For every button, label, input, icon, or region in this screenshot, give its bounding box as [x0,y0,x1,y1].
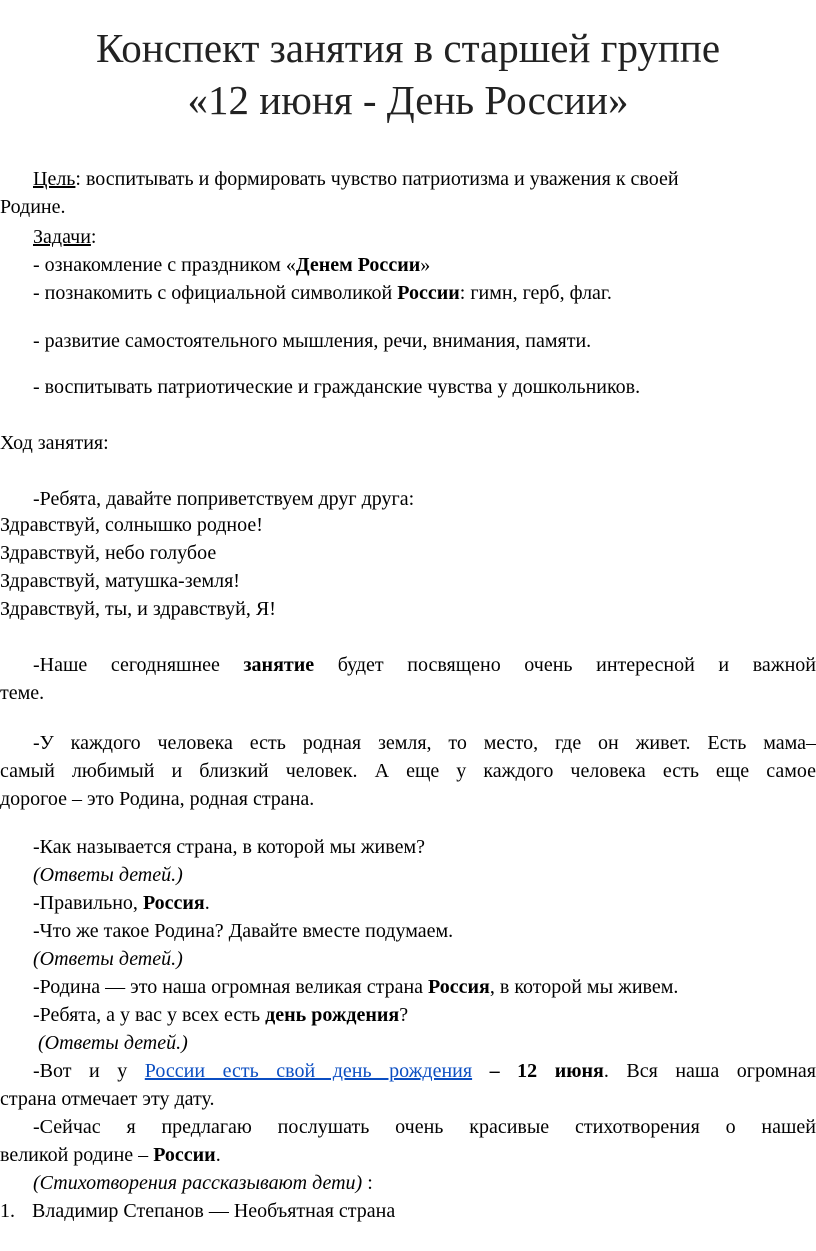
task-item: - воспитывать патриотические и гражданские чувства у дошкольников. [33,376,641,398]
greeting-intro: -Ребята, давайте поприветствуем друг друга: [33,488,415,510]
children-answers: (Ответы детей.) [33,864,183,886]
task-item: - ознакомление с праздником «Денем России» [33,254,431,276]
topic-paragraph-line-2: теме. [0,682,45,704]
goal-line [0,166,816,192]
goal-label: Цель [33,168,76,190]
page-title-line-2: «12 июня - День России» [187,77,629,123]
question-country: -Как называется страна, в которой мы живем? [33,836,425,858]
task-item: - познакомить с официальной символикой России: гимн, герб, флаг. [33,282,612,304]
children-answers: (Ответы детей.) [33,948,183,970]
goal-text: : воспитывать и формировать чувство патриотизма и уважения к своей [75,168,679,190]
land-paragraph-line-1: -У каждого человека есть родная земля, то место, где он живет. Есть мама– [33,732,816,754]
poem-title: Владимир Степанов — Необъятная страна [32,1200,396,1222]
rodina-definition: -Родина — это наша огромная великая страна Россия, в которой мы живем. [33,976,679,998]
poem-list-item [0,1198,816,1224]
course-heading: Ход занятия: [0,432,109,454]
greeting-line: Здравствуй, солнышко родное! [0,514,263,536]
land-paragraph-line-3: дорогое – это Родина, родная страна. [0,788,315,810]
land-paragraph-line-2: самый любимый и близкий человек. А еще у каждого человека есть еще самое [0,760,816,782]
russia-birthday-link[interactable]: России есть свой день рождения [144,1060,473,1082]
russia-birthday-line-2: страна отмечает эту дату. [0,1088,215,1110]
tasks-label: Задачи [33,226,91,248]
page-title-line-1: Конспект занятия в старшей группе [95,25,721,71]
poems-intro-line-2: великой родине – России. [0,1144,221,1166]
poems-note: (Стихотворения рассказывают дети) : [33,1172,373,1194]
task-item: - развитие самостоятельного мышления, речи, внимания, памяти. [33,330,592,352]
question-rodina: -Что же такое Родина? Давайте вместе подумаем. [33,920,454,942]
tasks-heading: Задачи: [33,226,97,248]
children-answers: (Ответы детей.) [33,1032,188,1054]
topic-paragraph: -Наше сегодняшнее занятие будет посвящено очень интересной и важной [33,654,816,676]
list-number: 1. [0,1200,15,1222]
greeting-line: Здравствуй, ты, и здравствуй, Я! [0,598,276,620]
question-birthday: -Ребята, а у вас у всех есть день рождения? [33,1004,409,1026]
greeting-line: Здравствуй, матушка-земля! [0,570,240,592]
goal-line-2: Родине. [0,196,66,218]
answer-right: -Правильно, Россия. [33,892,210,914]
russia-birthday-line: -Вот и у России есть свой день рождения – 12 июня. Вся наша огромная [33,1060,816,1082]
greeting-line: Здравствуй, небо голубое [0,542,217,564]
poems-intro-line-1: -Сейчас я предлагаю послушать очень красивые стихотворения о нашей [33,1116,816,1138]
